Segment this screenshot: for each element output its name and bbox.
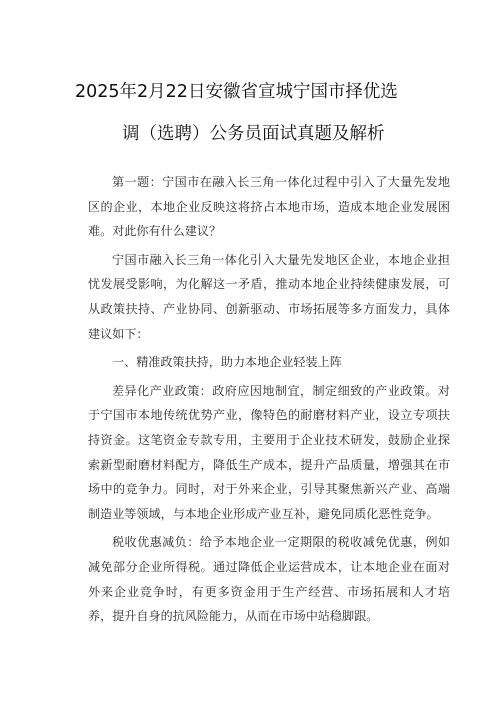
intro-paragraph: 宁国市融入长三角一体化引入大量先发地区企业，本地企业担忧发展受影响，为化解这一矛盾，推动本地企业持续健康发展，可从政策扶持、产业协同、创新驱动、市场拓展等多方面发力，具体建议如下： — [88, 252, 450, 341]
document-title-line-1: 2025年2月22日安徽省宣城宁国市择优选 — [75, 82, 398, 102]
question-paragraph: 第一题：宁国市在融入长三角一体化过程中引入了大量先发地区的企业，本地企业反映这将挤占本地市场，造成本地企业发展困难。对此你有什么建议？ — [88, 175, 450, 239]
section-heading: 一、精准政策扶持，助力本地企业轻装上阵 — [112, 355, 342, 370]
document-title-line-2: 调（选聘）公务员面试真题及解析 — [122, 124, 385, 144]
policy-paragraph: 差异化产业政策：政府应因地制宜，制定细致的产业政策。对于宁国市本地传统优势产业，像特色的耐磨材料产业，设立专项扶持资金。这笔资金专款专用，主要用于企业技术研发，鼓励企业探索新型耐磨材料配方，降低生产成本，提升产品质量，增强其在市场中的竞争力。同时，对于外来企业，引导其聚焦新兴产业、高端制造业等领域，与本地企业形成产业互补，避免同质化恶性竞争。 — [88, 383, 450, 521]
tax-paragraph: 税收优惠减负：给予本地企业一定期限的税收减免优惠，例如减免部分企业所得税。通过降低企业运营成本，让本地企业在面对外来企业竞争时，有更多资金用于生产经营、市场拓展和人才培养，提升自身的抗风险能力，从而在市场中站稳脚跟。 — [88, 535, 450, 624]
document-body — [88, 170, 450, 629]
